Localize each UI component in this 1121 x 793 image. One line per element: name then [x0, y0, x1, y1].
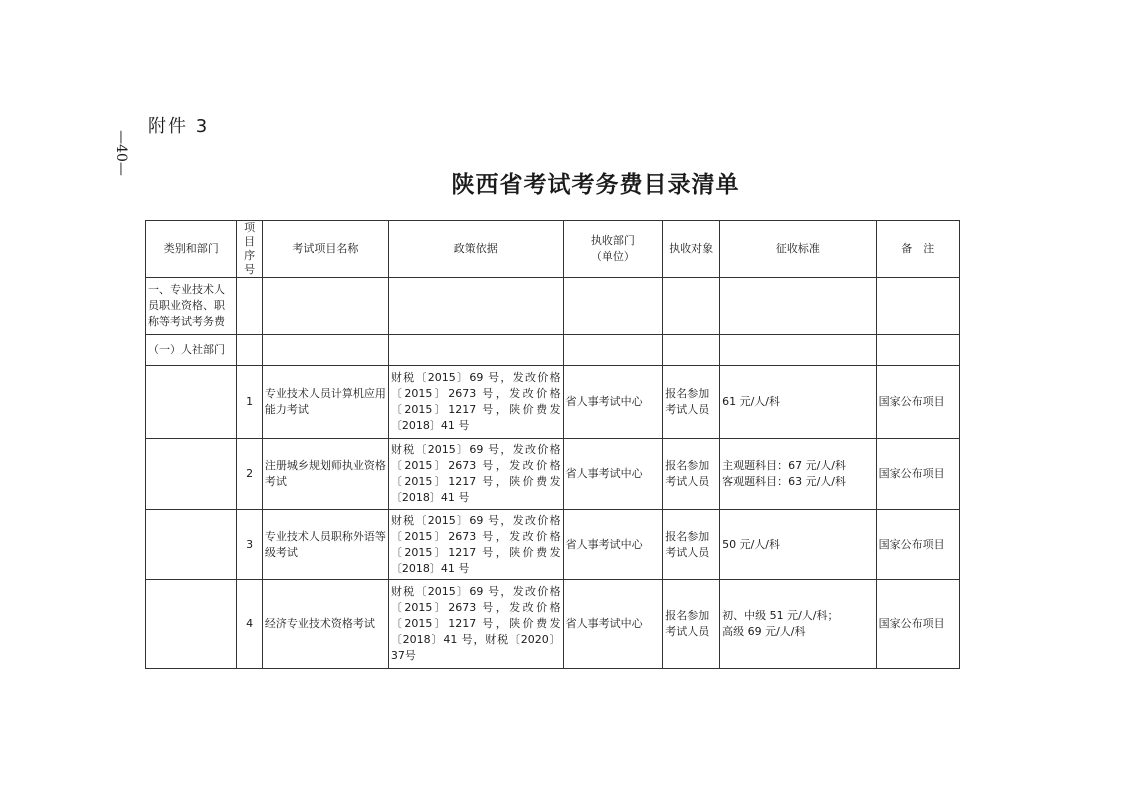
header-note: 备 注 — [876, 221, 959, 278]
table-header-row — [146, 221, 960, 278]
empty-cell — [876, 278, 959, 335]
empty-cell — [876, 335, 959, 366]
table-row — [146, 580, 960, 669]
table-row — [146, 366, 960, 439]
dept-cell: 省人事考试中心 — [563, 439, 663, 510]
standard-cell — [720, 439, 876, 510]
fee-catalog-table — [145, 220, 960, 669]
category-row — [146, 278, 960, 335]
header-dept-line2: （单位） — [590, 250, 635, 263]
header-category: 类别和部门 — [146, 221, 237, 278]
policy-cell: 财税〔2015〕69 号，发改价格〔2015〕2673 号，发改价格〔2015〕1217 号，陕价费发〔2018〕41 号 — [388, 366, 563, 439]
empty-cell — [663, 335, 720, 366]
page-number: —40— — [113, 130, 129, 176]
header-policy: 政策依据 — [388, 221, 563, 278]
exam-name-cell: 专业技术人员计算机应用能力考试 — [262, 366, 388, 439]
header-seq-line2: 序号 — [244, 249, 256, 276]
document-title: 陕西省考试考务费目录清单 — [451, 171, 740, 198]
standard-line2: 高级 69 元/人/科 — [722, 625, 806, 638]
empty-cell — [146, 580, 237, 669]
category-2-cell: （一）人社部门 — [146, 335, 237, 366]
dept-cell: 省人事考试中心 — [563, 510, 663, 580]
note-cell: 国家公布项目 — [876, 439, 959, 510]
standard-line1: 50 元/人/科 — [722, 537, 781, 551]
empty-cell — [237, 278, 262, 335]
seq-cell: 1 — [237, 366, 262, 439]
empty-cell — [388, 278, 563, 335]
header-seq-line1: 项目 — [244, 221, 256, 248]
empty-cell — [146, 439, 237, 510]
header-exam-name: 考试项目名称 — [262, 221, 388, 278]
subcategory-row — [146, 335, 960, 366]
standard-cell — [720, 510, 876, 580]
empty-cell — [563, 335, 663, 366]
empty-cell — [146, 510, 237, 580]
policy-cell: 财税〔2015〕69 号，发改价格〔2015〕2673 号，发改价格〔2015〕1217 号，陕价费发〔2018〕41 号，财税〔2020〕37号 — [388, 580, 563, 669]
note-cell: 国家公布项目 — [876, 366, 959, 439]
empty-cell — [720, 335, 876, 366]
standard-line2: 客观题科目：63 元/人/科 — [722, 475, 847, 488]
empty-cell — [720, 278, 876, 335]
exam-name-cell: 经济专业技术资格考试 — [262, 580, 388, 669]
target-cell: 报名参加考试人员 — [663, 366, 720, 439]
empty-cell — [237, 335, 262, 366]
seq-cell: 3 — [237, 510, 262, 580]
empty-cell — [146, 366, 237, 439]
target-cell: 报名参加考试人员 — [663, 510, 720, 580]
standard-cell — [720, 366, 876, 439]
standard-line1: 61 元/人/科 — [722, 395, 781, 408]
seq-cell: 2 — [237, 439, 262, 510]
note-cell: 国家公布项目 — [876, 580, 959, 669]
attachment-label: 附件 3 — [148, 116, 210, 137]
seq-cell: 4 — [237, 580, 262, 669]
category-1-cell: 一、专业技术人员职业资格、职称等考试考务费 — [146, 278, 237, 335]
header-target: 执收对象 — [663, 221, 720, 278]
note-cell: 国家公布项目 — [876, 510, 959, 580]
standard-cell — [720, 580, 876, 669]
standard-line1: 初、中级 51 元/人/科； — [722, 609, 839, 622]
empty-cell — [663, 278, 720, 335]
exam-name-cell: 专业技术人员职称外语等级考试 — [262, 510, 388, 580]
policy-cell: 财税〔2015〕69 号，发改价格〔2015〕2673 号，发改价格〔2015〕1217 号，陕价费发〔2018〕41 号 — [388, 510, 563, 580]
dept-cell: 省人事考试中心 — [563, 580, 663, 669]
exam-name-cell: 注册城乡规划师执业资格考试 — [262, 439, 388, 510]
header-dept-line1: 执收部门 — [590, 234, 635, 247]
header-dept — [563, 221, 663, 278]
target-cell: 报名参加考试人员 — [663, 580, 720, 669]
table-row — [146, 510, 960, 580]
dept-cell: 省人事考试中心 — [563, 366, 663, 439]
empty-cell — [262, 335, 388, 366]
header-seq — [237, 221, 262, 278]
policy-cell: 财税〔2015〕69 号，发改价格〔2015〕2673 号，发改价格〔2015〕1217 号，陕价费发〔2018〕41 号 — [388, 439, 563, 510]
target-cell: 报名参加考试人员 — [663, 439, 720, 510]
empty-cell — [262, 278, 388, 335]
header-standard: 征收标准 — [720, 221, 876, 278]
empty-cell — [563, 278, 663, 335]
empty-cell — [388, 335, 563, 366]
standard-line1: 主观题科目：67 元/人/科 — [722, 459, 847, 472]
table-row — [146, 439, 960, 510]
